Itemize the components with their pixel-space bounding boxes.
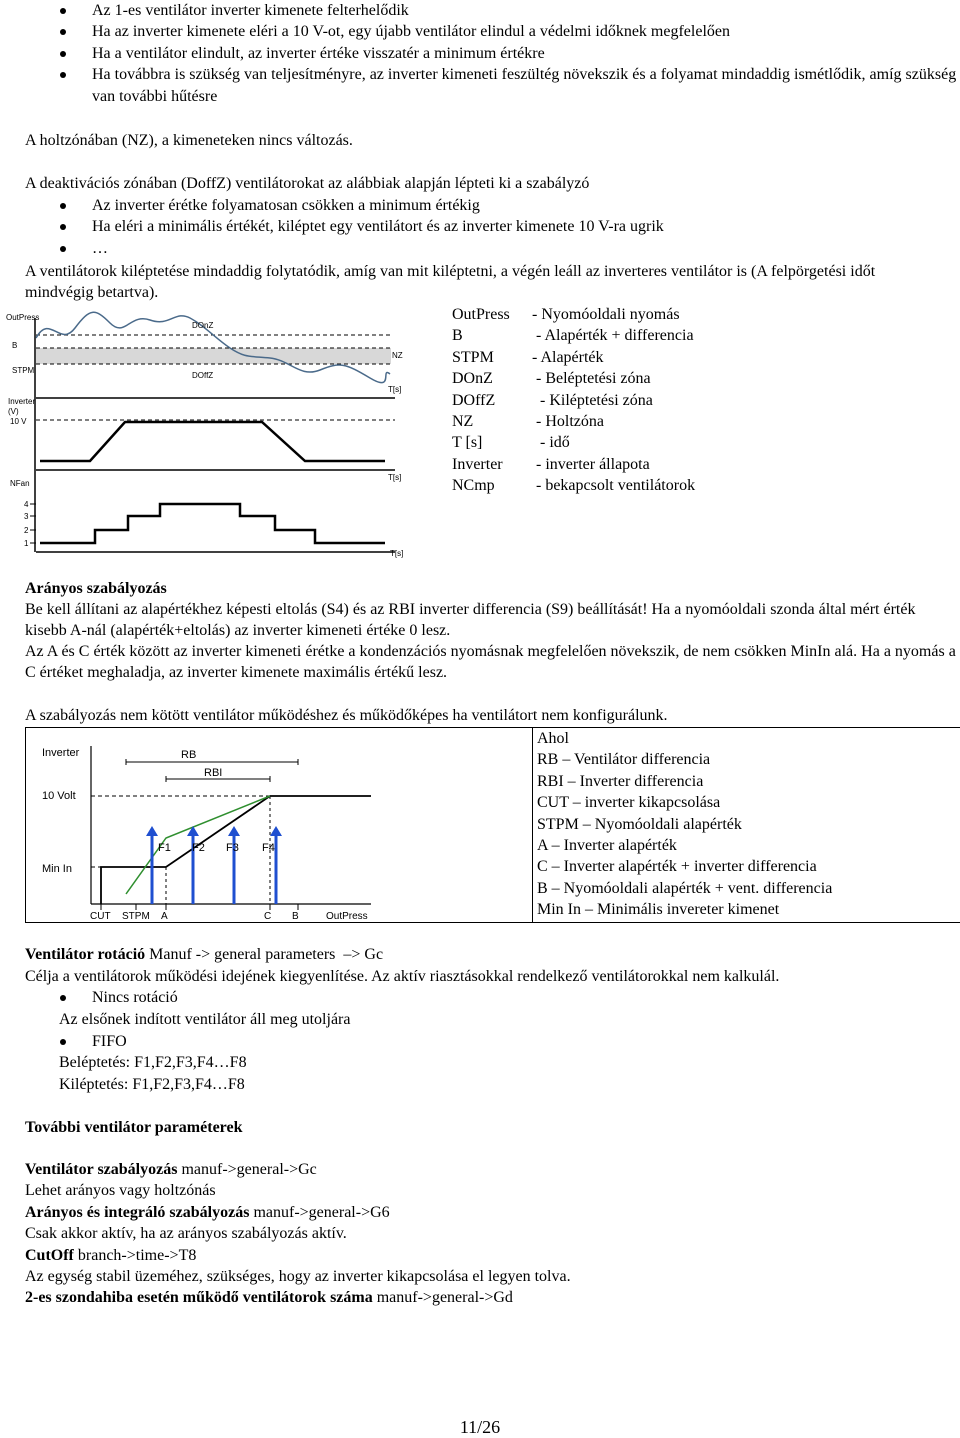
legend-key: B xyxy=(452,327,463,345)
nz-band xyxy=(36,348,391,364)
deactivation-outro: A ventilátorok kiléptetése mindaddig folytatódik, amíg van mit kiléptetni, a végén leáll az inverteres ventilátor is (A felpörgetési időt mindvégig betartva). xyxy=(25,263,876,302)
param-heading xyxy=(25,1202,960,1223)
legend-row xyxy=(452,347,695,368)
fan-label-f1: F1 xyxy=(158,842,171,854)
rotation-desc: Célja a ventilátorok működési idejének kiegyenlítése. Az aktív riasztásokkal rendelkező ventilátorokkal nem kalkulál. xyxy=(25,968,780,985)
zone-legend xyxy=(452,304,695,497)
legend-desc: - Holtzóna xyxy=(532,412,604,430)
fan-steps xyxy=(40,504,385,543)
params-list xyxy=(25,1159,960,1309)
zone-control-diagram xyxy=(0,308,420,560)
legend-row xyxy=(452,325,695,346)
deactivation-intro: A deaktivációs zónában (DoffZ) ventilátorokat az alábbiak alapján lépteti ki a szabályzó xyxy=(25,175,590,192)
rotation-in-sequence: Beléptetés: F1,F2,F3,F4…F8 xyxy=(59,1054,247,1071)
rotation-title: Ventilátor rotáció xyxy=(25,946,146,963)
proportional-legend-cell xyxy=(533,728,960,922)
intro-bullet: Ha a ventilátor elindult, az inverter értéke visszatér a minimum értékre xyxy=(25,43,960,64)
legend-row xyxy=(452,454,695,475)
param-name: 2-es szondahiba esetén működő ventilátorok száma xyxy=(25,1289,373,1307)
neutral-zone-text: A holtzónában (NZ), a kimeneteken nincs változás. xyxy=(25,132,353,149)
rotation-option-1 xyxy=(25,987,178,1008)
deactivation-bullet: … xyxy=(25,238,960,259)
legend-row xyxy=(452,432,695,453)
legend-key: STPM xyxy=(452,348,494,366)
page-number: 11/26 xyxy=(459,1417,501,1437)
intro-bullet: Az 1-es ventilátor inverter kimenete felterhelődik xyxy=(25,0,960,21)
legend-row xyxy=(452,475,695,496)
fan-tick-4: 4 xyxy=(24,500,29,509)
legend2-line: B – Nyomóoldali alapérték + vent. differencia xyxy=(537,879,833,897)
legend-desc: - bekapcsolt ventilátorok xyxy=(532,477,696,495)
fan-label-f4: F4 xyxy=(262,842,275,854)
proportional-p2: Az A és C érték között az inverter kimeneti érétke a kondenzációs nyomásnak megfelelően növekszik, de nem csökken MinIn alá. Ha a nyomás a C értéket meghaladja, az inverter kimenete maximális értékű lesz. xyxy=(25,643,956,682)
rotation-option-1-desc: Az elsőnek indított ventilátor áll meg utoljára xyxy=(59,1011,351,1028)
chart1-10v-label: 10 V xyxy=(10,417,27,426)
rotation-option-2 xyxy=(25,1031,127,1052)
legend2-line: Min In – Minimális invereter kimenet xyxy=(537,901,780,919)
param-heading xyxy=(25,1159,960,1180)
legend-key: NZ xyxy=(452,412,474,430)
chart2-inverter-label: Inverter xyxy=(42,747,80,759)
legend-desc: - Kiléptetési zóna xyxy=(532,391,653,409)
chart1-nz-label: NZ xyxy=(392,351,403,360)
chart1-outpress-label: OutPress xyxy=(6,313,40,322)
legend-desc: - Alapérték xyxy=(532,348,604,366)
legend-row xyxy=(452,368,695,389)
chart1-nfan-label: NFan xyxy=(10,479,30,488)
intro-bullet: Ha az inverter kimenete eléri a 10 V-ot, egy újabb ventilátor elindul a védelmi időknek megfelelően xyxy=(25,21,960,42)
chart1-ts-label-2: T[s] xyxy=(388,473,402,482)
legend-row xyxy=(452,390,695,411)
legend-key: NCmp xyxy=(452,477,495,495)
param-desc: Csak akkor aktív, ha az arányos szabályozás aktív. xyxy=(25,1225,347,1243)
proportional-title: Arányos szabályozás xyxy=(25,580,167,597)
legend-key: DOffZ xyxy=(452,391,496,409)
deactivation-bullet-list xyxy=(25,195,960,259)
legend-row xyxy=(452,411,695,432)
param-name: Arányos és integráló szabályozás xyxy=(25,1203,250,1221)
legend-desc: - Alapérték + differencia xyxy=(532,327,694,345)
param-path: branch->time->T8 xyxy=(73,1246,197,1264)
param-name: Ventilátor szabályozás xyxy=(25,1161,178,1178)
param-path: manuf->general->G6 xyxy=(249,1203,390,1221)
proportional-p3: A szabályozás nem kötött ventilátor működéshez és működőképes ha ventilátort nem konfigurálunk. xyxy=(25,707,668,724)
legend-key: T [s] xyxy=(452,434,483,452)
deactivation-bullet: Az inverter érétke folyamatosan csökken a minimum értékig xyxy=(25,195,960,216)
proportional-control-diagram xyxy=(26,728,532,922)
param-path: manuf->general->Gc xyxy=(177,1161,317,1178)
rotation-path: Manuf -> general parameters –> Gc xyxy=(145,946,384,963)
chart2-rb-label: RB xyxy=(181,749,197,761)
legend2-line: RB – Ventilátor differencia xyxy=(537,751,711,769)
legend-row xyxy=(452,304,695,325)
chart1-inverter-unit: (V) xyxy=(8,407,19,416)
param-name: CutOff xyxy=(25,1246,74,1264)
intro-bullet-list xyxy=(25,0,960,107)
x-tick-c: C xyxy=(264,911,272,922)
legend2-line: C – Inverter alapérték + inverter differencia xyxy=(537,858,817,876)
legend-desc: - Nyomóoldali nyomás xyxy=(532,306,680,323)
more-params-title: További ventilátor paraméterek xyxy=(25,1119,243,1136)
rotation-out-sequence: Kiléptetés: F1,F2,F3,F4…F8 xyxy=(59,1076,245,1093)
chart1-b-label: B xyxy=(12,341,18,350)
chart2-minin-label: Min In xyxy=(42,863,72,875)
inverter-trapezoid xyxy=(40,422,385,461)
param-desc: Az egység stabil üzeméhez, szükséges, hogy az inverter kikapcsolása el legyen tolva. xyxy=(25,1268,571,1286)
rotation-option-label: FIFO xyxy=(25,1031,127,1052)
chart1-inverter-label: Inverter xyxy=(8,397,36,406)
chart1-ts-label-3: T[s] xyxy=(390,549,404,558)
legend2-line: CUT – inverter kikapcsolása xyxy=(537,794,721,812)
proportional-chart-cell xyxy=(26,728,533,922)
param-heading xyxy=(25,1245,960,1266)
rotation-heading xyxy=(25,944,383,965)
fan-tick-2: 2 xyxy=(24,526,29,535)
legend-desc: - Beléptetési zóna xyxy=(532,370,651,388)
chart2-10v-label: 10 Volt xyxy=(42,790,76,802)
fan-tick-1: 1 xyxy=(24,539,29,548)
param-heading xyxy=(25,1287,960,1308)
chart1-doffz-label: DOffZ xyxy=(192,371,214,380)
deactivation-bullet: Ha eléri a minimális értékét, kiléptet egy ventilátort és az inverter kimenete 10 V-ra ugrik xyxy=(25,216,960,237)
fan-label-f3: F3 xyxy=(226,842,239,854)
chart2-outpress-label: OutPress xyxy=(326,911,368,922)
chart1-ts-label-1: T[s] xyxy=(388,385,402,394)
legend-key: Inverter xyxy=(452,455,503,473)
legend-desc: - idő xyxy=(532,434,570,452)
x-tick-b: B xyxy=(292,911,299,922)
param-path: manuf->general->Gd xyxy=(372,1289,513,1307)
rotation-option-label: Nincs rotáció xyxy=(25,987,178,1008)
legend2-line: RBI – Inverter differencia xyxy=(537,772,704,790)
legend-key: OutPress xyxy=(452,306,510,323)
proportional-table xyxy=(25,727,960,923)
fan-label-f2: F2 xyxy=(192,842,205,854)
legend2-line: STPM – Nyomóoldali alapérték xyxy=(537,815,742,833)
legend2-line: A – Inverter alapérték xyxy=(537,837,677,855)
x-tick-cut: CUT xyxy=(90,911,111,922)
chart2-rbi-label: RBI xyxy=(204,767,223,779)
fan-tick-3: 3 xyxy=(24,512,29,521)
x-tick-stpm: STPM xyxy=(122,911,150,922)
intro-bullet: Ha továbbra is szükség van teljesítményre, az inverter kimeneti feszültég növekszik és a folyamat mindaddig ismétlődik, amíg szükség van további hűtésre xyxy=(25,64,960,107)
proportional-p1: Be kell állítani az alapértékhez képesti eltolás (S4) és az RBI inverter differencia (S9) beállítását! Ha a nyomóoldali szonda által mért érték kisebb A-nál (alapérték+eltolás) az inverter kimeneti értéke 0 lesz. xyxy=(25,601,916,640)
param-desc: Lehet arányos vagy holtzónás xyxy=(25,1182,216,1200)
chart1-stpm-label: STPM xyxy=(12,366,35,375)
chart1-donz-label: DOnZ xyxy=(192,321,214,330)
legend2-line: Ahol xyxy=(537,730,569,747)
x-tick-a: A xyxy=(161,911,168,922)
legend-desc: - inverter állapota xyxy=(532,455,650,473)
legend-key: DOnZ xyxy=(452,370,493,388)
